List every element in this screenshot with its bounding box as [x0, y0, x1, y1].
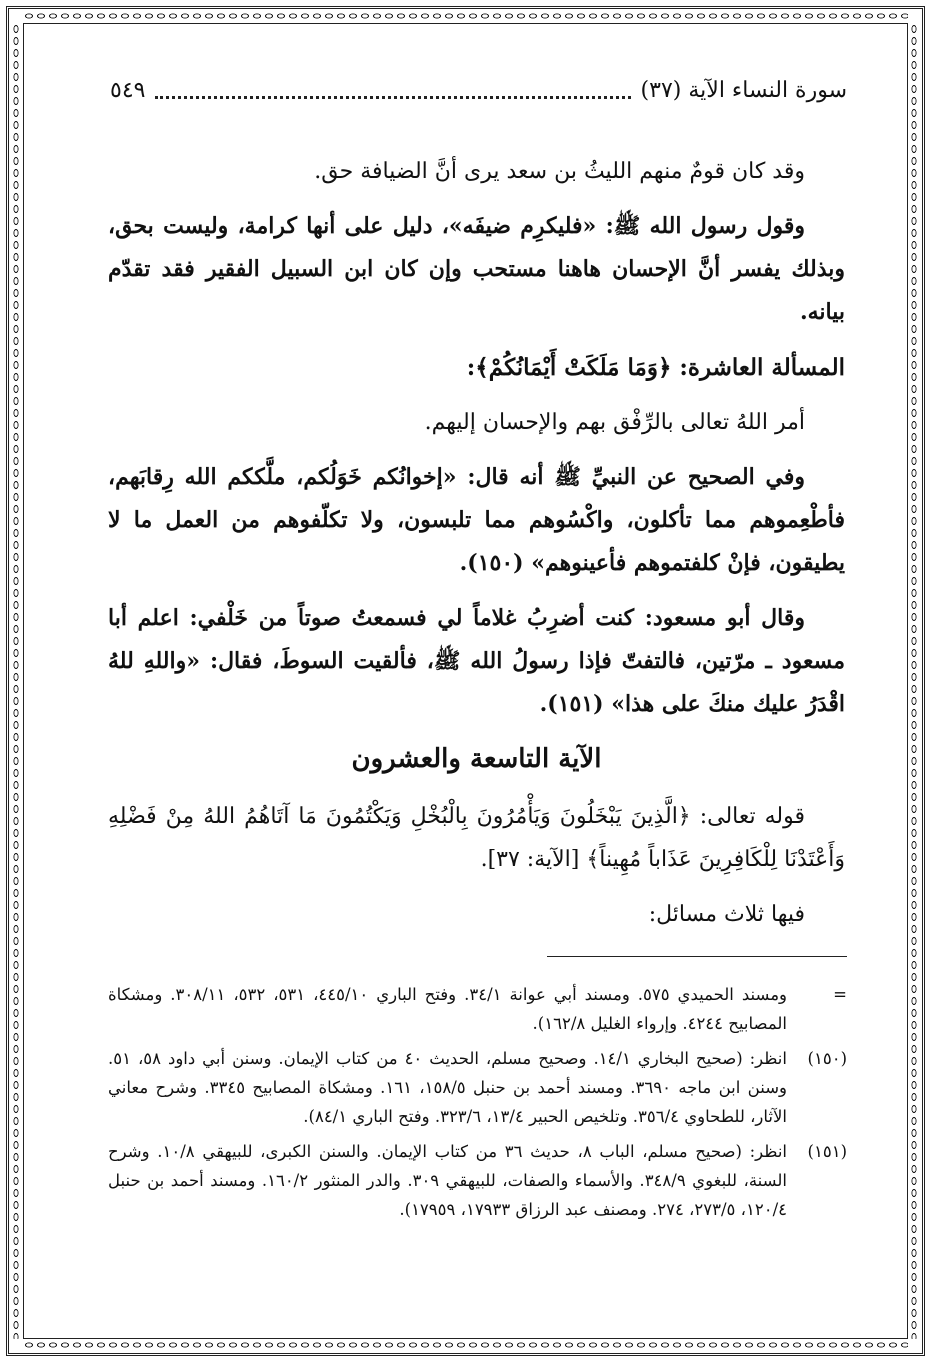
decorative-chain-top	[23, 11, 908, 22]
paragraph: فيها ثلاث مسائل:	[648, 902, 805, 927]
footnote-text: انظر: (صحيح البخاري ١٤/١. وصحيح مسلم، الحديث ٤٠ من كتاب الإيمان. وسنن أبي داود ٥٨، ٥١. وسنن ابن ماجه ٣٦٩٠. ومسند أحمد بن حنبل ١٥٨/٥، ١٦١. ومشكاة المصابيح ٣٣٤٥. وشرح معاني الآثار، للطحاوي ٣٥٦/٤. وتلخيص الحبير ١٣/٤، ٣٢٣/٦. وفتح الباري ٨٤/١).	[108, 1049, 787, 1126]
paragraph: أمر اللهُ تعالى بالرِّفْق بهم والإحسان إليهم.	[424, 410, 805, 435]
paragraph: وقال أبو مسعود: كنت أضرِبُ غلاماً لي فسمعتُ صوتاً من خَلْفي: اعلم أبا مسعود ـ مرّتين، فالتفتّ فإذا رسولُ الله ﷺ، فألقيت السوطَ، فقال: «واللهِ للهُ اقْدَرُ عليك منكَ على هذا» (١٥١).	[108, 605, 845, 717]
running-header-title: سورة النساء الآية (٣٧)	[640, 77, 847, 103]
footnote	[108, 1137, 847, 1224]
footnote-text: ومسند الحميدي ٥٧٥. ومسند أبي عوانة ٣٤/١. وفتح الباري ٤٤٥/١٠، ٥٣١، ٥٣٢، ٣٠٨/١١. ومشكاة المصابيح ٤٢٤٤. وإرواء الغليل ١٦٢/٨).	[108, 985, 787, 1033]
question-heading: المسألة العاشرة: ﴿وَمَا مَلَكَتْ أَيْمَانُكُمْ﴾:	[466, 354, 845, 381]
decorative-chain-right	[909, 23, 920, 1339]
paragraph-line: وقول رسول الله ﷺ: «فليكرِم ضيفَه»، دليل على أنها كرامة، وليست بحق،	[108, 213, 805, 239]
paragraph	[108, 205, 845, 334]
footnote-number: =	[833, 985, 847, 1004]
footnotes	[108, 980, 847, 1230]
paragraph: وقد كان قومٌ منهم الليثُ بن سعد يرى أنَّ الضيافة حق.	[314, 159, 805, 184]
paragraph: قوله تعالى: ﴿الَّذِينَ يَبْخَلُونَ وَيَأْمُرُونَ بِالْبُخْلِ وَيَكْتُمُونَ مَا آتَاهُمُ اللهُ مِنْ فَضْلِهِ وَأَعْتَدْنَا لِلْكَافِرِينَ عَذَاباً مُهِيناً﴾ [الآية: ٣٧].	[108, 804, 845, 872]
paragraph: وفي الصحيح عن النبيِّ ﷺ أنه قال: «إخوانُكم خَوَلُكم، ملَّككم الله رِقابَهم، فأطْعِموهم مما تأكلون، واكْسُوهم مما تلبسون، ولا تكلّفوهم من العمل ما لا يطيقون، فإنْ كلفتموهم فأعينوهم» (١٥٠).	[108, 464, 845, 576]
section-heading: الآية التاسعة والعشرون	[351, 744, 602, 774]
footnote	[108, 1044, 847, 1131]
main-text	[108, 150, 845, 948]
page-number: ٥٤٩	[110, 77, 146, 103]
paragraph-line: وبذلك يفسر أنَّ الإحسان هاهنا مستحب وإن كان ابن السبيل الفقير فقد تقدّم بيانه.	[108, 256, 845, 325]
page-header	[110, 72, 847, 108]
footnote-number: (١٥١)	[807, 1142, 847, 1161]
header-dot-leader	[155, 82, 630, 99]
footnote	[108, 980, 847, 1038]
footnote-separator	[547, 956, 847, 957]
footnote-text: انظر: (صحيح مسلم، الباب ٨، حديث ٣٦ من كتاب الإيمان. والسنن الكبرى، للبيهقي ١٠/٨. وشرح السنة، للبغوي ٣٤٨/٩. والأسماء والصفات، للبيهقي ٣٠٩. والدر المنثور ١٦٠/٢. ومسند أحمد بن حنبل ١٢٠/٤، ٢٧٣/٥، ٢٧٤. ومصنف عبد الرزاق ١٧٩٣٣، ١٧٩٥٩).	[108, 1142, 788, 1219]
footnote-number: (١٥٠)	[807, 1049, 847, 1068]
decorative-chain-bottom	[23, 1340, 908, 1351]
decorative-chain-left	[11, 23, 22, 1339]
